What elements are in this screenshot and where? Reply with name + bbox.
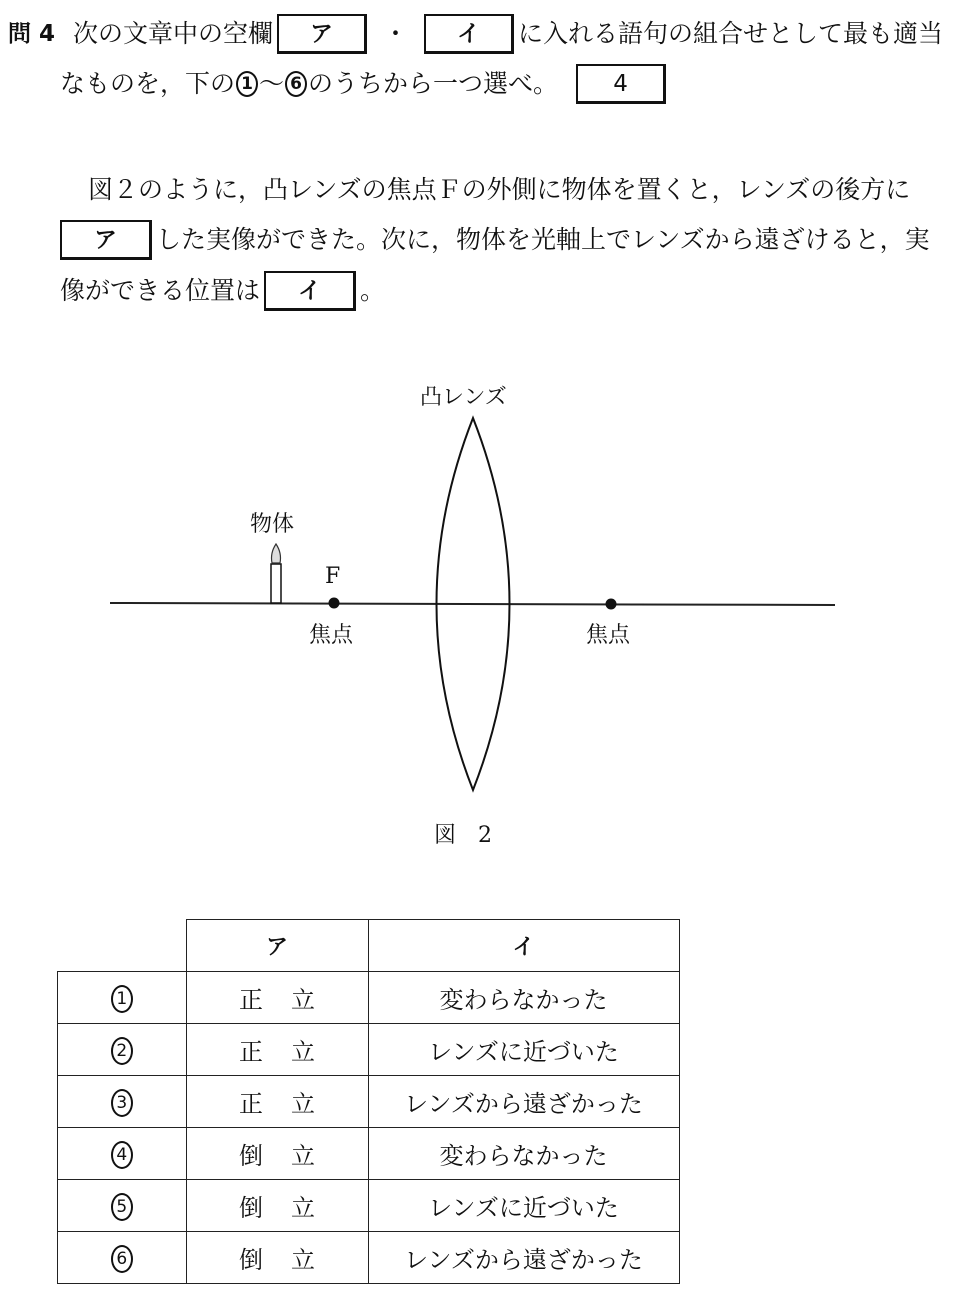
choice-number: 5 bbox=[111, 1193, 133, 1221]
choice-number: 3 bbox=[111, 1089, 133, 1117]
choice-start-marker: 1 bbox=[236, 71, 258, 97]
table-row[interactable] bbox=[58, 1232, 680, 1284]
focal-left-label: 焦点 bbox=[309, 623, 354, 648]
choice-number: 1 bbox=[111, 985, 133, 1013]
choice-number: 2 bbox=[111, 1037, 133, 1065]
header-a: ア bbox=[186, 920, 368, 972]
header-i: イ bbox=[368, 920, 679, 972]
passage-text: 図２のように，凸レンズの焦点Ｆの外側に物体を置くと，レンズの後方に bbox=[88, 175, 911, 204]
question-number: 問 4 bbox=[8, 21, 56, 47]
answer-box[interactable]: 4 bbox=[576, 64, 666, 104]
table-row[interactable] bbox=[58, 1076, 680, 1128]
focal-point-left bbox=[329, 598, 340, 609]
flame-icon bbox=[272, 544, 281, 563]
table-header-row bbox=[58, 920, 680, 972]
tilde: ～ bbox=[259, 69, 285, 98]
table-row[interactable] bbox=[58, 1128, 680, 1180]
passage-text: した実像ができた。次に，物体を光軸上でレンズから遠ざけると，実 bbox=[156, 225, 930, 254]
candle-icon bbox=[271, 564, 281, 603]
cell-a: 倒立 bbox=[239, 1194, 343, 1222]
choice-number: 4 bbox=[111, 1141, 133, 1169]
table-row[interactable] bbox=[58, 1024, 680, 1076]
passage-text: 。 bbox=[360, 276, 386, 305]
header-empty bbox=[58, 920, 187, 972]
object-label: 物体 bbox=[250, 512, 295, 537]
question-text: に入れる語句の組合せとして最も適当 bbox=[518, 19, 944, 48]
cell-i: レンズから遠ざかった bbox=[368, 1076, 679, 1128]
cell-i: レンズに近づいた bbox=[368, 1180, 679, 1232]
focal-right-label: 焦点 bbox=[586, 623, 631, 648]
cell-a: 正立 bbox=[239, 1038, 343, 1066]
table-row[interactable] bbox=[58, 972, 680, 1024]
blank-a: ア bbox=[277, 14, 367, 54]
separator: ・ bbox=[383, 19, 409, 48]
choice-number: 6 bbox=[111, 1245, 133, 1273]
cell-a: 正立 bbox=[239, 1090, 343, 1118]
focal-point-right bbox=[606, 599, 617, 610]
blank-i: イ bbox=[424, 14, 514, 54]
choices-table bbox=[57, 919, 680, 1284]
lens-label: 凸レンズ bbox=[420, 385, 507, 410]
figure-caption: 図 2 bbox=[434, 823, 492, 848]
blank-a: ア bbox=[60, 220, 152, 260]
choice-end-marker: 6 bbox=[285, 71, 307, 97]
question-text: 次の文章中の空欄 bbox=[73, 19, 274, 48]
f-label: F bbox=[325, 564, 341, 589]
cell-a: 倒立 bbox=[239, 1142, 343, 1170]
passage-text: 像ができる位置は bbox=[60, 276, 261, 305]
question-text: のうちから一つ選べ。 bbox=[308, 69, 559, 98]
cell-i: レンズから遠ざかった bbox=[368, 1232, 679, 1284]
blank-i: イ bbox=[264, 271, 356, 311]
cell-i: 変わらなかった bbox=[368, 1128, 679, 1180]
table-row[interactable] bbox=[58, 1180, 680, 1232]
cell-i: 変わらなかった bbox=[368, 972, 679, 1024]
question-text: なものを，下の bbox=[60, 69, 236, 98]
cell-a: 倒立 bbox=[239, 1246, 343, 1274]
optical-axis bbox=[110, 603, 835, 605]
cell-i: レンズに近づいた bbox=[368, 1024, 679, 1076]
cell-a: 正立 bbox=[239, 986, 343, 1014]
